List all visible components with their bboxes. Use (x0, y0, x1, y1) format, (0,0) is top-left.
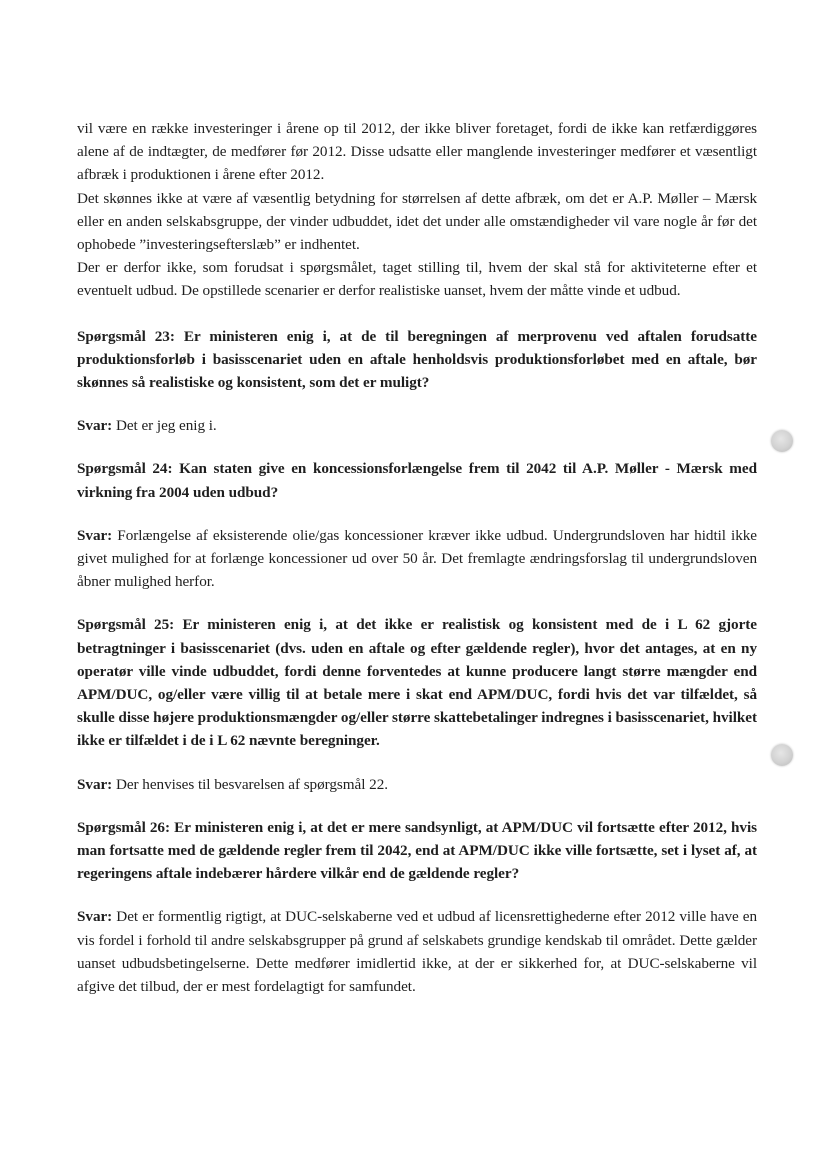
question-23: Spørgsmål 23: Er ministeren enig i, at de til beregningen af merprovenu ved aftalen forudsatte produktionsforløb i basisscenariet uden en aftale henholdsvis produktionsforløbet med en aftale, bør skønnes så realistiske og konsistent, som det er muligt? (77, 327, 757, 392)
answer-24-label: Svar: (77, 526, 113, 544)
question-24: Spørgsmål 24: Kan staten give en koncessionsforlængelse frem til 2042 til A.P. Møller - Mærsk med virkning fra 2004 uden udbud? (77, 460, 757, 501)
punch-hole-icon (771, 744, 793, 766)
question-26: Spørgsmål 26: Er ministeren enig i, at det er mere sandsynligt, at APM/DUC vil fortsætte efter 2012, hvis man fortsatte med de gældende regler frem til 2042, end at APM/DUC ikke ville fortsætte, set i lyset af, at regeringens aftale indebærer hårdere vilkår end de gældende regler? (77, 818, 757, 883)
answer-26-label: Svar: (77, 908, 113, 926)
intro-paragraph-3: Der er derfor ikke, som forudsat i spørgsmålet, taget stilling til, hvem der skal stå for aktiviteterne efter et eventuelt udbud. De opstillede scenarier er derfor realistiske uanset, hvem der måtte vinde et udbud. (77, 259, 757, 300)
answer-23 (77, 414, 757, 437)
answer-24-text: Forlængelse af eksisterende olie/gas koncessioner kræver ikke udbud. Undergrundsloven har hidtil ikke givet mulighed for at forlænge koncessioner ud over 50 år. Det fremlagte ændringsforslag til undergrundsloven åbner mulighed herfor. (77, 526, 758, 591)
answer-23-text: Det er jeg enig i. (115, 417, 217, 435)
answer-26-text: Det er formentlig rigtigt, at DUC-selskaberne ved et udbud af licensrettighederne efter 2012 ville have en vis fordel i forhold til andre selskabsgrupper på grund af selskabets grundige kendskab til området. Dette gælder uanset udbudsbetingelserne. Dette medfører imidlertid ikke, at der er sikkerhed for, at DUC-selskaberne vil afgive det tilbud, der er mest fordelagtigt for samfundet. (77, 908, 757, 996)
answer-26 (77, 905, 757, 998)
question-25: Spørgsmål 25: Er ministeren enig i, at det ikke er realistisk og konsistent med de i L 62 gjorte betragtninger i basisscenariet (dvs. uden en aftale og efter gældende regler), hvor det antages, at en ny operatør ville vinde udbuddet, fordi denne forventedes at kunne producere langt større mængder end APM/DUC, og/eller være villig til at betale mere i skat end APM/DUC, fordi hvis det var tilfældet, så skulle disse højere produktionsmængder og/eller større skattebetalinger indregnes i basisscenariet, hvilket ikke er tilfældet i de i L 62 nævnte beregninger. (77, 616, 757, 750)
intro-paragraph-2: Det skønnes ikke at være af væsentlig betydning for størrelsen af dette afbræk, om det er A.P. Møller – Mærsk eller en anden selskabsgruppe, der vinder udbuddet, idet det under alle omstændigheder vil vare nogle år før det ophobede ”investeringsefterslæb” er indhentet. (77, 189, 757, 254)
answer-25 (77, 773, 757, 796)
answer-25-text: Der henvises til besvarelsen af spørgsmål 22. (115, 775, 388, 793)
answer-25-label: Svar: (77, 775, 113, 793)
document-body (77, 117, 757, 998)
answer-23-label: Svar: (77, 417, 113, 435)
intro-paragraph-1: vil være en række investeringer i årene op til 2012, der ikke bliver foretaget, fordi de ikke kan retfærdiggøres alene af de indtægter, de medfører før 2012. Disse udsatte eller manglende investeringer medfører et væsentligt afbræk i produktionen i årene efter 2012. (77, 120, 757, 184)
answer-24 (77, 524, 757, 594)
punch-hole-icon (771, 430, 793, 452)
